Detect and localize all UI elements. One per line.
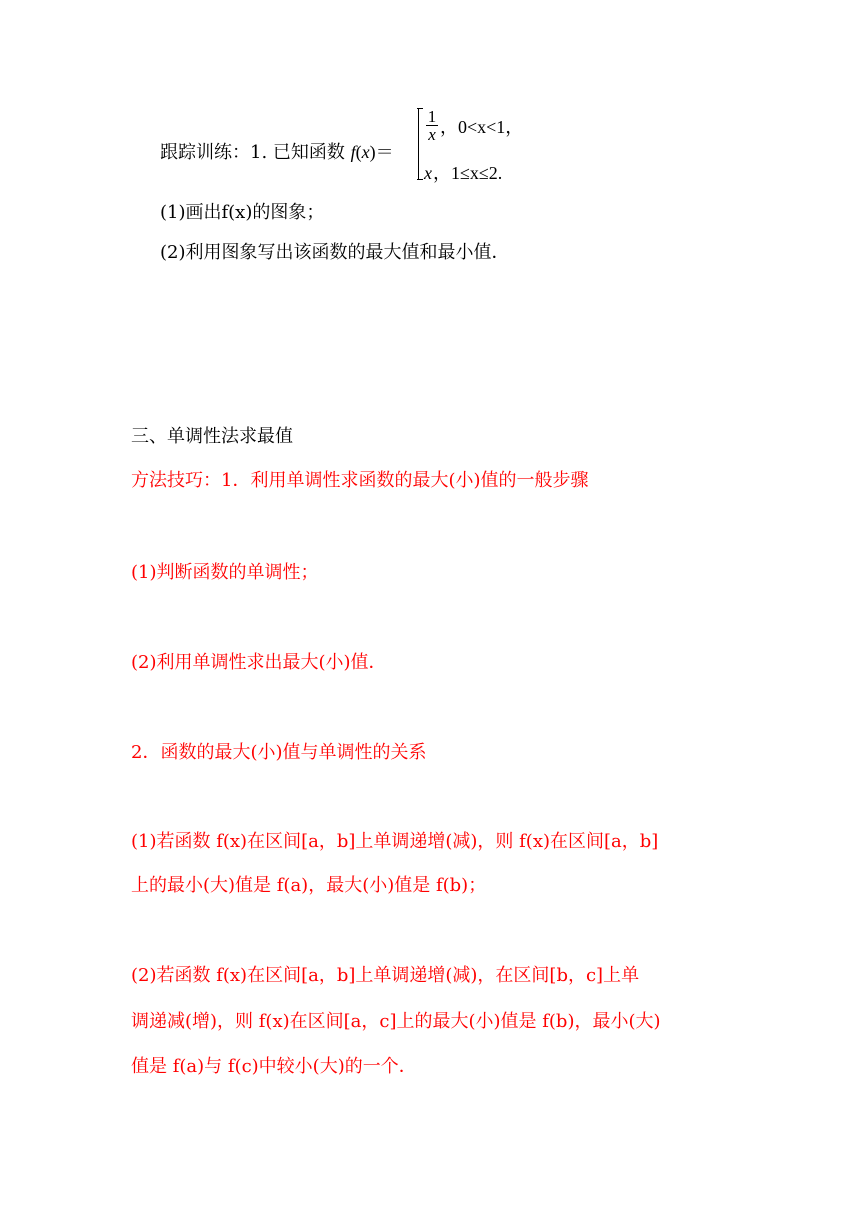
case1-condition: ，0<x<1， [440,117,524,137]
relation-2-line-2: 调递减(增)，则 f(x)在区间[a，c]上的最大(小)值是 f(b)，最小(大) [131,1011,661,1032]
function-variable: x [361,142,370,162]
exercise-intro: 跟踪训练：1. 已知函数 [160,142,351,163]
relation-title: 2．函数的最大(小)值与单调性的关系 [131,742,427,763]
relation-2-line-3: 值是 f(a)与 f(c)中较小(大)的一个． [131,1056,417,1077]
relation-1-line-2: 上的最小(大)值是 f(a)，最大(小)值是 f(b)； [131,875,487,896]
case2-expression: x [424,163,432,183]
method-step-1: (1)判断函数的单调性； [131,562,319,583]
exercise-statement [160,139,394,166]
relation-1-line-1: (1)若函数 f(x)在区间[a，b]上单调递增(减)，则 f(x)在区间[a，b] [131,831,659,852]
function-name: f [350,142,356,162]
method-title: 方法技巧：1．利用单调性求函数的最大(小)值的一般步骤 [131,470,589,491]
section-heading: 三、单调性法求最值 [131,426,293,447]
fraction-denominator: x [428,125,436,144]
fraction-one-over-x [426,108,438,143]
function-equals: )＝ [369,142,394,162]
question-2: (2)利用图象写出该函数的最大值和最小值． [160,242,510,263]
fraction-numerator: 1 [427,107,437,126]
method-step-2: (2)利用单调性求出最大(小)值． [131,652,387,673]
case2-condition: ，1≤x≤2. [433,163,503,183]
relation-2-line-1: (2)若函数 f(x)在区间[a，b]上单调递增(减)，在区间[b，c]上单 [131,965,640,986]
question-1: (1)画出f(x)的图象； [160,202,325,223]
piecewise-definition [416,104,576,184]
function-arg-open: ( [355,142,362,162]
